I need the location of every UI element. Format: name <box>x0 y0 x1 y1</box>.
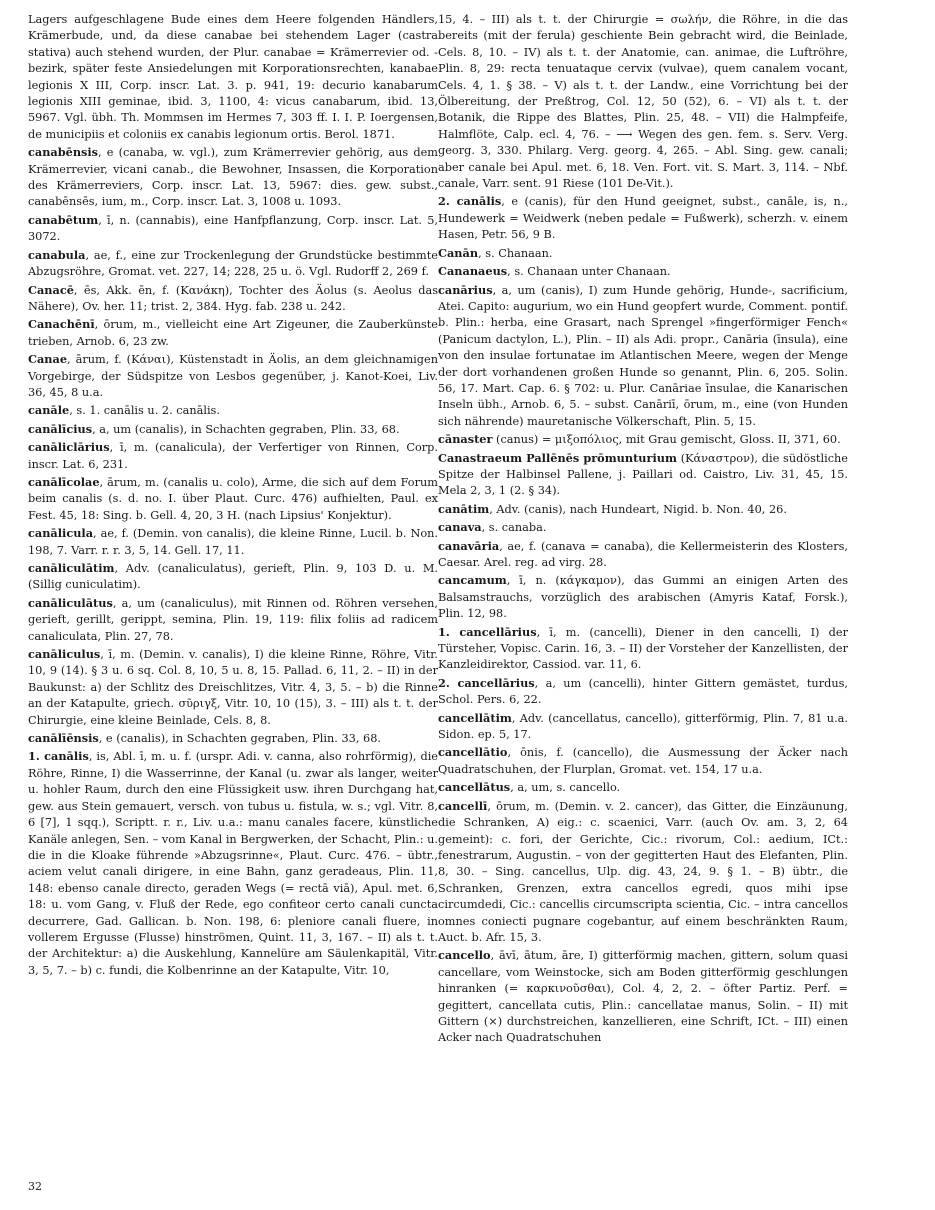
entry-lemma: cancello <box>438 948 491 963</box>
entry-lemma: canātim <box>438 501 490 516</box>
entry-lemma: cancellātim <box>438 710 512 725</box>
entry-text: , ī, m. (cancelli), Diener in den cancelli, I) der Türsteher, Vopisc. Carin. 16, 3. – II) der Vorsteher der Kanzellisten, der Kanzleidirektor, Cassiod. var. 11, 6. <box>438 625 848 672</box>
entry-text: , ae, f. (canava = canaba), die Kellermeisterin des Klosters, Caesar. Arel. reg. ad virg. 28. <box>438 539 848 569</box>
entry-text: , s. Chanaan unter Chanaan. <box>507 265 671 279</box>
dictionary-entry <box>28 646 438 729</box>
dictionary-entry <box>438 744 848 778</box>
entry-lemma: canavāria <box>438 538 500 553</box>
dictionary-entry <box>438 431 848 448</box>
entry-text: , ārum, m. (canalis u. colo), Arme, die sich auf dem Forum beim canalis (s. d. no. I. über Plaut. Curc. 476) aufhielten, Paul. ex Fest. 45, 18: Sing. b. Gell. 4, 20, 3 H. (nach Lipsius' Konjektur). <box>28 475 438 522</box>
dictionary-entry <box>438 624 848 674</box>
dictionary-entry <box>438 193 848 243</box>
dictionary-entry <box>28 212 438 246</box>
entry-text: , ōrum, m., vielleicht eine Art Zigeuner, die Zauberkünste trieben, Arnob. 6, 23 zw. <box>28 318 438 348</box>
entry-text: , Adv. (canis), nach Hundeart, Nigid. b. Non. 40, 26. <box>489 502 787 516</box>
dictionary-entry <box>28 439 438 473</box>
entry-text: , ae, f. (Demin. von canalis), die kleine Rinne, Lucil. b. Non. 198, 7. Varr. r. r. 3, 5, 14. Gell. 17, 11. <box>28 527 438 557</box>
entry-text: , s. canaba. <box>481 521 547 535</box>
entry-text: , e (canalis), in Schachten gegraben, Plin. 33, 68. <box>98 732 382 746</box>
entry-lemma: Canacē <box>28 282 74 297</box>
dictionary-entry <box>28 525 438 559</box>
entry-text: , a, um, s. cancello. <box>510 781 621 795</box>
entry-text: , a, um (canaliculus), mit Rinnen od. Röhren versehen, gerieft, gerillt, gerippt, semina, Plin. 19, 119: filix foliis ad radicem canaliculata, Plin. 27, 78. <box>28 596 438 643</box>
entry-lemma: canālīēnsis <box>28 731 99 746</box>
entry-lemma: 2. canālis <box>438 194 502 209</box>
entry-text: , ōrum, m. (Demin. v. 2. cancer), das Gitter, die Einzäunung, die Schranken, A) eig.: c. scaenici, Varr. (auch Ov. am. 3, 2, 64 gemeint): c. fori, der Gerichte, Cic.: rivorum, Col.: aedium, ICt.: fenestrarum, Augustin. – von der gegitterten Haut des Elefanten, Plin. 8, 30. – Sing. cancellus, Ulp. dig. 43, 24, 9. § 1. – B) übtr., die Schranken, Grenzen, extra cancellos egredi, quos mihi ipse circumdedi, Cic.: cancellis circumscripta scientia, Cic. – intra cancellos omnes coniecti pugnare cogebantur, auf einem beschränkten Raum, Auct. b. Afr. 15, 3. <box>438 799 848 944</box>
entry-lemma: canārius <box>438 282 493 297</box>
entry-text: Lagers aufgeschlagene Bude eines dem Heere folgenden Händlers, Krämerbude, und, da diese canabae bei stehendem Lager (castra stativa) auch stehend wurden, der Plur. canabae = Krämerrevier od. -bezirk, später feste Ansiedelungen mit Korporationsrechten, kanabae legionis X III, Corp. inscr. Lat. 3. p. 941, 19: decurio kanabarum legionis XIII geminae, ibid. 3, 1100, 4: vicus canabarum, ibid. 13, 5967. Vgl. übh. Th. Mommsen im Hermes 7, 303 ff. I. I. P. Ioergensen, de municipiis et coloniis ex canabis legionum ortis. Berol. 1871. <box>28 13 438 141</box>
dictionary-entry <box>28 316 438 350</box>
entry-text: , Adv. (canaliculatus), gerieft, Plin. 9, 103 D. u. M. (Sillig cuniculatim). <box>28 562 438 592</box>
entry-lemma: Canachēnī <box>28 317 95 332</box>
dictionary-entry <box>28 351 438 401</box>
entry-lemma: canāliclārius <box>28 440 110 455</box>
entry-lemma: canāliculātus <box>28 595 113 610</box>
entry-text: , e (canaba, w. vgl.), zum Krämerrevier gehörig, aus dem Krämerrevier, vicani canab., die Bewohner, Insassen, die Korporation des Krämerreviers, Corp. inscr. Lat. 13, 5967: dies. gew. subst., canabēnsēs, ium, m., Corp. inscr. Lat. 3, 1008 u. 1093. <box>28 146 438 209</box>
entry-lemma: 2. cancellārius <box>438 675 535 690</box>
entry-lemma: canabēnsis <box>28 145 99 160</box>
dictionary-entry <box>28 595 438 645</box>
dictionary-entry <box>28 282 438 316</box>
dictionary-entry <box>28 421 438 438</box>
entry-text: , ōnis, f. (cancello), die Ausmessung der Äcker nach Quadratschuhen, der Flurplan, Gromat. vet. 154, 17 u.a. <box>438 746 848 776</box>
entry-lemma: cancellātus <box>438 780 511 795</box>
entry-text: , a, um (canalis), in Schachten gegraben, Plin. 33, 68. <box>92 422 400 436</box>
dictionary-entry <box>438 245 848 262</box>
entry-lemma: cancamum <box>438 573 507 588</box>
entry-text: , ae, f., eine zur Trockenlegung der Grundstücke bestimmte Abzugsröhre, Gromat. vet. 227, 14; 228, 25 u. ö. Vgl. Rudorff 2, 269 f. <box>28 248 438 279</box>
dictionary-entry <box>28 402 438 419</box>
entry-lemma: 1. canālis <box>28 749 89 764</box>
entry-lemma: canava <box>438 520 482 535</box>
entry-lemma: Canān <box>438 245 479 260</box>
dictionary-entry <box>438 12 848 192</box>
entry-text: , Adv. (cancellatus, cancello), gitterförmig, Plin. 7, 81 u.a. Sidon. ep. 5, 17. <box>438 711 848 742</box>
dictionary-entry <box>438 450 848 500</box>
entry-lemma: Cananaeus <box>438 264 508 279</box>
entry-lemma: cancellātio <box>438 745 508 760</box>
entry-lemma: Canae <box>28 352 68 367</box>
dictionary-entry <box>28 730 438 747</box>
entry-lemma: 1. cancellārius <box>438 624 537 639</box>
entry-text: (canus) = μιξοπόλιος, mit Grau gemischt, Gloss. II, 371, 60. <box>492 433 841 447</box>
entry-lemma: canāle <box>28 403 70 418</box>
entry-lemma: canālīcius <box>28 421 93 436</box>
entry-text: 15, 4. – III) als t. t. der Chirurgie = σωλήν, die Röhre, in die das bereits (mit der ferula) geschiente Bein gebracht wird, die Beinlade, Cels. 8, 10. – IV) als t. t. der Anatomie, can. animae, die Luftröhre, Plin. 8, 29: recta tenuataque cervix (vulvae), quem canalem vocant, Cels. 4, 1. § 38. – V) als t. t. der Landw., eine Vorrichtung bei der Ölbereitung, der Preßtrog, Col. 12, 50 (52), 6. – VI) als t. t. der Botanik, die Rippe des Blattes, Plin. 25, 48. – VII) die Halmpfeife, Halmflöte, Calp. ecl. 4, 76. – ⟶ Wegen des gen. fem. s. Serv. Verg. georg. 3, 330. Philarg. Verg. georg. 4, 265. – Abl. Sing. gew. canali; aber canale bei Apul. met. 6, 18. Ven. Fort. vit. S. Mart. 3, 114. – Nbf. canale, Varr. sent. 91 Riese (101 De-Vit.). <box>438 13 848 191</box>
dictionary-entry <box>438 779 848 796</box>
entry-lemma: canāliculus <box>28 647 101 662</box>
dictionary-entry <box>28 12 438 143</box>
entry-text: , ī, m. (canalicula), der Verfertiger von Rinnen, Corp. inscr. Lat. 6, 231. <box>28 441 438 471</box>
dictionary-entry <box>438 282 848 431</box>
entry-lemma: cānaster <box>438 432 493 447</box>
entry-lemma: Canastraeum Pallēnēs prōmunturium <box>438 450 677 465</box>
dictionary-entry <box>28 474 438 524</box>
entry-text: , ī, n. (κάγκαμον), das Gummi an einigen Arten des Balsamstrauchs, vorzüglich des arabischen (Amyris Kataf, Forsk.), Plin. 12, 98. <box>438 574 848 621</box>
dictionary-entry <box>438 572 848 622</box>
dictionary-entry <box>438 501 848 518</box>
left-column <box>28 12 438 980</box>
entry-text: , a, um (canis), I) zum Hunde gehörig, Hunde-, sacrificium, Atei. Capito: augurium, wo ein Hund geopfert wurde, Comment. pontif. b. Plin.: herba, eine Grasart, nach Sprengel »fingerförmiger Fench« (Panicum dactylon, L.), Plin. – II) als Adi. propr., Canāria (īnsula), eine von den insulae fortunatae im Atlantischen Meere, wegen der Menge der dort vorhandenen großen Hunde so genannt, Plin. 6, 205. Solin. 56, 17. Mart. Cap. 6. § 702: u. Plur. Canāriae īnsulae, die Kanarischen Inseln übh., Arnob. 6, 5. – subst. Canāriī, ōrum, m., eine (von Hunden sich nährende) mauretanische Völkerschaft, Plin. 5, 15. <box>438 283 848 428</box>
entry-lemma: canabētum <box>28 212 99 227</box>
entry-text: , e (canis), für den Hund geeignet, subst., canāle, is, n., Hundewerk = Weidwerk (neben pedale = Fußwerk), scherzh. v. einem Hasen, Petr. 56, 9 B. <box>438 195 848 242</box>
dictionary-entry <box>438 538 848 572</box>
dictionary-entry <box>438 947 848 1046</box>
entry-text: , ārum, f. (Κάναι), Küstenstadt in Äolis, an dem gleichnamigen Vorgebirge, der Südspitze von Lesbos gegenüber, j. Kanot-Koei, Liv. 36, 45, 8 u.a. <box>28 353 438 399</box>
entry-text: , ī, n. (cannabis), eine Hanfpflanzung, Corp. inscr. Lat. 5, 3072. <box>28 213 438 244</box>
dictionary-entry <box>438 675 848 709</box>
dictionary-entry <box>438 519 848 536</box>
dictionary-entry <box>28 247 438 281</box>
entry-text: , s. 1. canālis u. 2. canālis. <box>69 404 220 418</box>
entry-text: , ēs, Akk. ēn, f. (Κανάκη), Tochter des Äolus (s. Aeolus das Nähere), Ov. her. 11; trist. 2, 384. Hyg. fab. 238 u. 242. <box>28 283 438 313</box>
dictionary-entry <box>438 798 848 947</box>
entry-lemma: cancellī <box>438 798 488 813</box>
entry-lemma: canālicula <box>28 526 94 541</box>
entry-text: , āvī, ātum, āre, I) gitterförmig machen, gittern, solum quasi cancellare, vom Weinstocke, sich am Boden gitterförmig geschlungen hinranken (= καρκινοῦσθαι), Col. 4, 2, 2. – öfter Partiz. Perf. = gegittert, cancellata cutis, Plin.: cancellatae manus, Solin. – II) mit Gittern (×) durchstreichen, kanzellieren, eine Schrift, ICt. – III) einen Acker nach Quadratschuhen <box>438 949 848 1045</box>
right-column <box>438 12 848 1048</box>
entry-text: , ī, m. (Demin. v. canalis), I) die kleine Rinne, Röhre, Vitr. 10, 9 (14). § 3 u. 6 sq. Col. 8, 10, 5 u. 8, 15. Pallad. 6, 11, 2. – II) in der Baukunst: a) der Schlitz des Dreischlitzes, Vitr. 4, 3, 5. – b) die Rinne an der Katapulte, griech. σῦριγξ, Vitr. 10, 10 (15), 3. – III) als t. t. der Chirurgie, eine kleine Beinlade, Cels. 8, 8. <box>28 648 438 727</box>
dictionary-entry <box>28 560 438 594</box>
entry-text: , is, Abl. ī, m. u. f. (urspr. Adi. v. canna, also rohrförmig), die Röhre, Rinne, I) die Wasserrinne, der Kanal (u. zwar als langer, weiter u. hohler Raum, durch den eine Flüssigkeit usw. ihren Durchgang hat, gew. aus Stein gemauert, versch. von tubus u. fistula, w. s.; vgl. Vitr. 8, 6 [7], 1 sqq.), Scriptt. r. r., Liv. u.a.: manu canales facere, künstliche Kanäle anlegen, Sen. – vom Kanal in Bergwerken, der Schacht, Plin.: u. die in die Kloake führende »Abzugsrinne«, Plaut. Curc. 476. – übtr., aciem velut canali dirigere, in eine Bahn, ganz geradeaus, Plin. 11, 148: ebenso canale directo, geraden Wegs (= rectā viā), Apul. met. 6, 18: u. vom Gang, v. Fluß der Rede, ego confiteor certo canali cuncta decurrere, Gad. Gallican. b. Non. 198, 6: pleniore canali fluere, in vollerem Ergusse (Flusse) hinströmen, Quint. 11, 3, 167. – II) als t. t. der Architektur: a) die Auskehlung, Kannelüre am Säulenkapitäl, Vitr. 3, 5, 7. – b) c. fundi, die Kolbenrinne an der Katapulte, Vitr. 10, <box>28 750 438 977</box>
entry-lemma: canabula <box>28 247 86 262</box>
dictionary-entry <box>438 263 848 280</box>
entry-lemma: canālīcolae <box>28 474 100 489</box>
dictionary-entry <box>438 710 848 744</box>
dictionary-entry <box>28 748 438 979</box>
page-number: 32 <box>28 1180 42 1193</box>
entry-text: , a, um (cancelli), hinter Gittern gemästet, turdus, Schol. Pers. 6, 22. <box>438 676 848 707</box>
dictionary-entry <box>28 144 438 211</box>
entry-text: , s. Chanaan. <box>478 246 553 260</box>
entry-lemma: canāliculātim <box>28 561 115 575</box>
entry-text: (Κάναστρον), die südöstliche Spitze der Halbinsel Pallene, j. Paillari od. Caistro, Liv. 31, 45, 15. Mela 2, 3, 1 (2. § 34). <box>438 451 848 498</box>
